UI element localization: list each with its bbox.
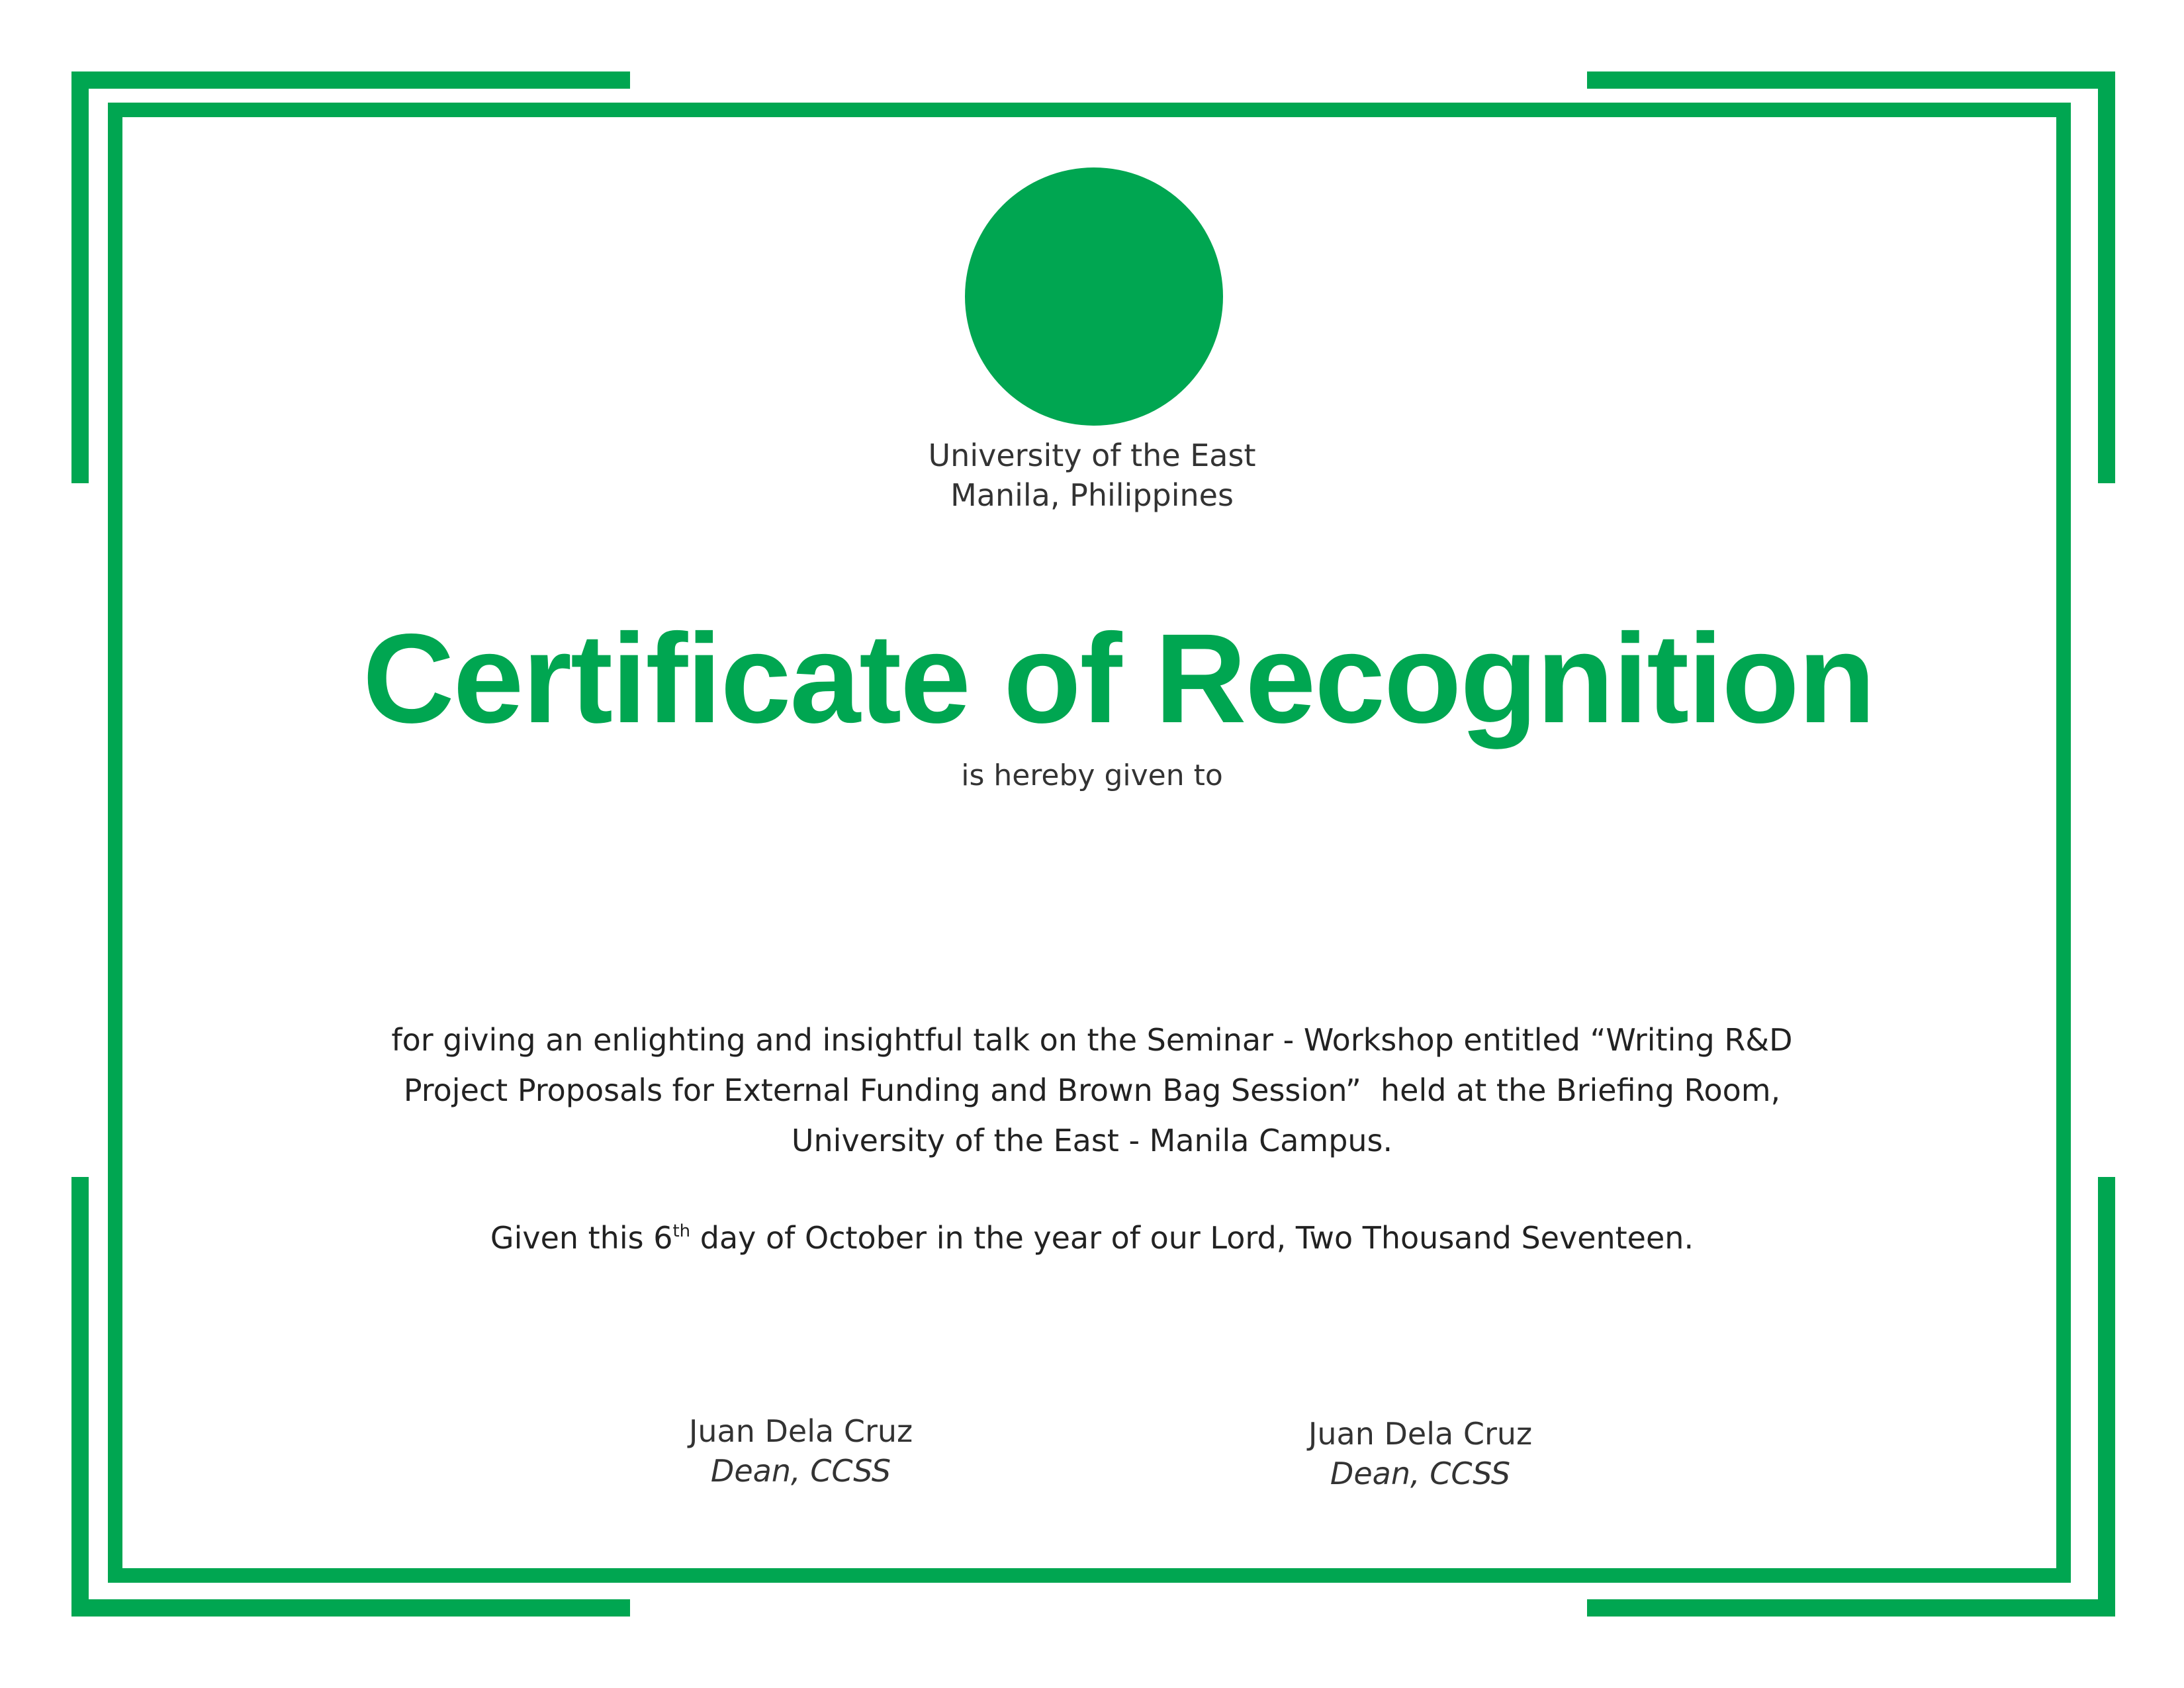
certificate-title: Certificate of Recognition xyxy=(362,607,1875,749)
institution-location: Manila, Philippines xyxy=(950,477,1234,513)
bracket-bar xyxy=(1587,71,2115,89)
date-ordinal: th xyxy=(672,1221,691,1241)
given-to-line: is hereby given to xyxy=(961,759,1223,792)
seal-placeholder xyxy=(965,167,1223,426)
bracket-bar xyxy=(1587,1599,2115,1617)
institution-name: University of the East xyxy=(928,438,1256,473)
citation-line: University of the East - Manila Campus. xyxy=(791,1123,1393,1158)
signatory-left xyxy=(602,1411,999,1491)
date-line xyxy=(0,1215,2184,1261)
citation-line: for giving an enlighting and insightful talk on the Seminar - Workshop entitled “Writing R&D xyxy=(391,1022,1793,1058)
citation-text xyxy=(0,1015,2184,1166)
signatory-name: Juan Dela Cruz xyxy=(688,1413,913,1449)
signatory-title: Dean, CCSS xyxy=(710,1453,891,1489)
signatory-right xyxy=(1222,1414,1619,1493)
date-prefix: Given this 6 xyxy=(490,1220,673,1256)
signatory-name: Juan Dela Cruz xyxy=(1308,1416,1533,1452)
citation-line: Project Proposals for External Funding and Brown Bag Session” held at the Briefing Room, xyxy=(403,1072,1781,1108)
signatory-title: Dean, CCSS xyxy=(1330,1456,1511,1491)
bracket-bar xyxy=(2098,71,2115,483)
bracket-bar xyxy=(71,71,89,483)
bracket-bar xyxy=(71,71,630,89)
date-suffix: day of October in the year of our Lord, Two Thousand Seventeen. xyxy=(690,1220,1694,1256)
bracket-bar xyxy=(71,1599,630,1617)
institution-block xyxy=(0,436,2184,515)
